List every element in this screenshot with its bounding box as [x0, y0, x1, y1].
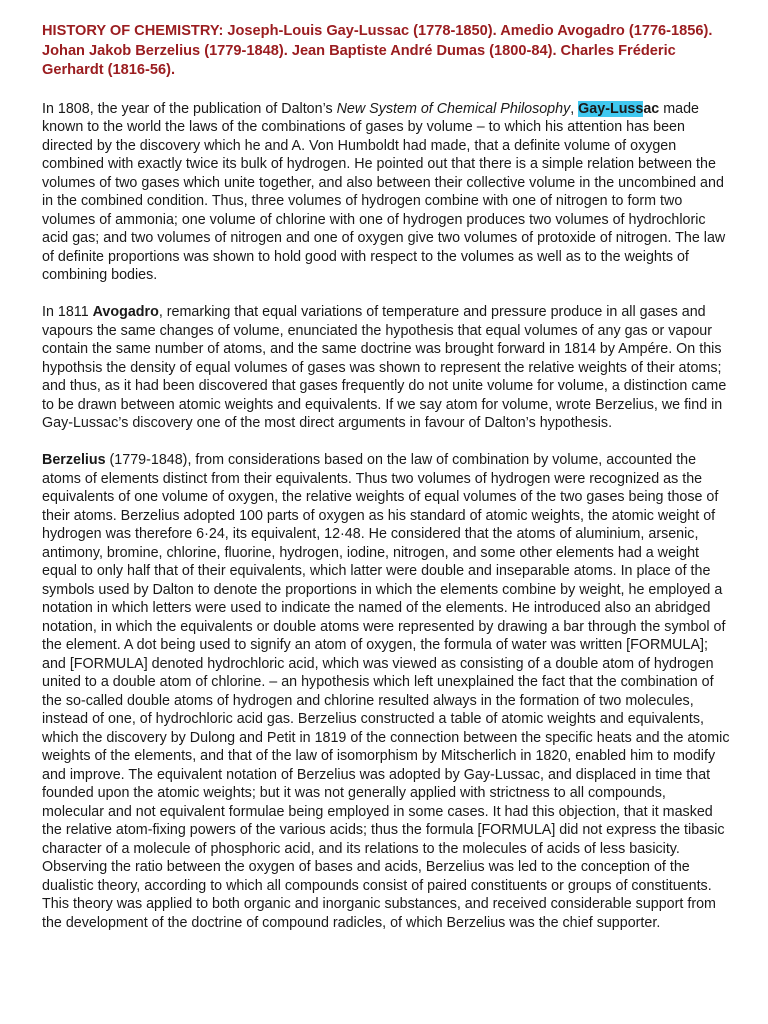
- search-highlight: Gay-Luss: [578, 100, 644, 117]
- p1-body-text: made known to the world the laws of the combinations of gases by volume – to which his attention has been directed by the discovery which he and A. Von Humboldt had made, that a definite volume of oxygen combined with exactly twice its bulk of hydrogen. He pointed out that there is a simple relation between the volumes of two gases which unite together, and also between their collective volume in the uncombined and in the combined condition. Thus, three volumes of hydrogen combine with one of nitrogen to form two volumes of ammonia; one volume of chlorine with one of hydrogen produces two volumes of hydrochloric acid gas; and two volumes of nitrogen and one of oxygen give two volumes of protoxide of nitrogen. The law of definite proportions was shown to hold good with respect to the volumes as well as to the weights of combining bodies.: [42, 100, 726, 283]
- paragraph-gay-lussac: [42, 100, 730, 285]
- p1-comma: ,: [570, 100, 579, 117]
- avogadro-name: Avogadro: [92, 304, 159, 320]
- p3-body-text: (1779-1848), from considerations based on the law of combination by volume, accounted the atoms of elements distinct from their equivalents. Thus two volumes of hydrogen were recognized as the equivalents of one volume of oxygen, the relative weights of equal volumes of the two gases being those of their atoms. Berzelius adopted 100 parts of oxygen as his standard of atomic weights, the atomic weight of hydrogen was therefore 6·24, its equivalent, 12·48. He considered that the atoms of aluminium, arsenic, antimony, bromine, chlorine, fluorine, hydrogen, iodine, nitrogen, and some other elements had a weight equal to only half that of their equivalents, which latter were double and inseparable atoms. In place of the symbols used by Dalton to denote the proportions in which the elements combine by weight, he employed a notation in which letters were used to indicate the named of the elements. He introduced also an abridged notation, in which the equivalents or double atoms were represented by drawing a bar through the symbol of the element. A dot being used to signify an atom of oxygen, the formula of water was written [FORMULA]; and [FORMULA] denoted hydrochloric acid, which was viewed as consisting of a double atom of hydrogen united to a double atom of chlorine. – an hypothesis which left unexplained the fact that the combination of the so-called double atoms of hydrogen and chlorine resulted always in the formation of two molecules, instead of one, of hydrochloric acid gas. Berzelius constructed a table of atomic weights and equivalents, which the discovery by Dulong and Petit in 1819 of the connection between the specific heats and the atomic weights of the elements, and that of the law of isomorphism by Mitscherlich in 1820, enabled him to modify and improve. The equivalent notation of Berzelius was adopted by Gay-Lussac, and displaced in time that founded upon the atomic weights; but it was not generally applied with strictness to all compounds, molecular and not equivalent formulae being employed in some cases. It had this objection, that it masked the relative atom-fixing powers of the various acids; thus the formula [FORMULA] did not express the tibasic character of a molecule of phosphoric acid, and its relations to the molecules of acids of less basicity. Observing the ratio between the oxygen of bases and acids, Berzelius was led to the conception of the dualistic theory, according to which all compounds consist of paired constituents or groups of constituents. This theory was applied to both organic and inorganic substances, and received considerable support from the development of the doctrine of compound radicles, of which Berzelius was the chief supporter.: [42, 452, 730, 931]
- document-page: [42, 22, 730, 951]
- highlight-tail: ac: [643, 100, 660, 117]
- p2-intro-text: In 1811: [42, 304, 93, 320]
- book-title: New System of Chemical Philosophy: [336, 100, 571, 117]
- p1-intro-text: In 1808, the year of the publication of Dalton’s: [42, 100, 337, 117]
- paragraph-berzelius: [42, 451, 730, 932]
- paragraph-avogadro: [42, 303, 730, 433]
- berzelius-name: Berzelius: [42, 452, 106, 468]
- document-title: HISTORY OF CHEMISTRY: Joseph-Louis Gay-Lussac (1778-1850). Amedio Avogadro (1776-1856). Johan Jakob Berzelius (1779-1848). Jean Baptiste André Dumas (1800-84). Charles Fréderic Gerhardt (1816-56).: [42, 23, 713, 78]
- p2-body-text: , remarking that equal variations of temperature and pressure produce in all gases and vapours the same changes of volume, enunciated the hypothesis that equal volumes of any gas or vapour contain the same number of atoms, and the same doctrine was brought forward in 1814 by Ampére. On this hypothsis the density of equal volumes of gases was shown to represent the relative weights of their atoms; and thus, as it had been discovered that gases frequently do not unite volume for volume, a distinction came to be drawn between atomic weights and equivalents. If we say atom for volume, wrote Berzelius, we find in Gay-Lussac’s discovery one of the most direct arguments in favour of Dalton’s hypothesis.: [42, 304, 727, 431]
